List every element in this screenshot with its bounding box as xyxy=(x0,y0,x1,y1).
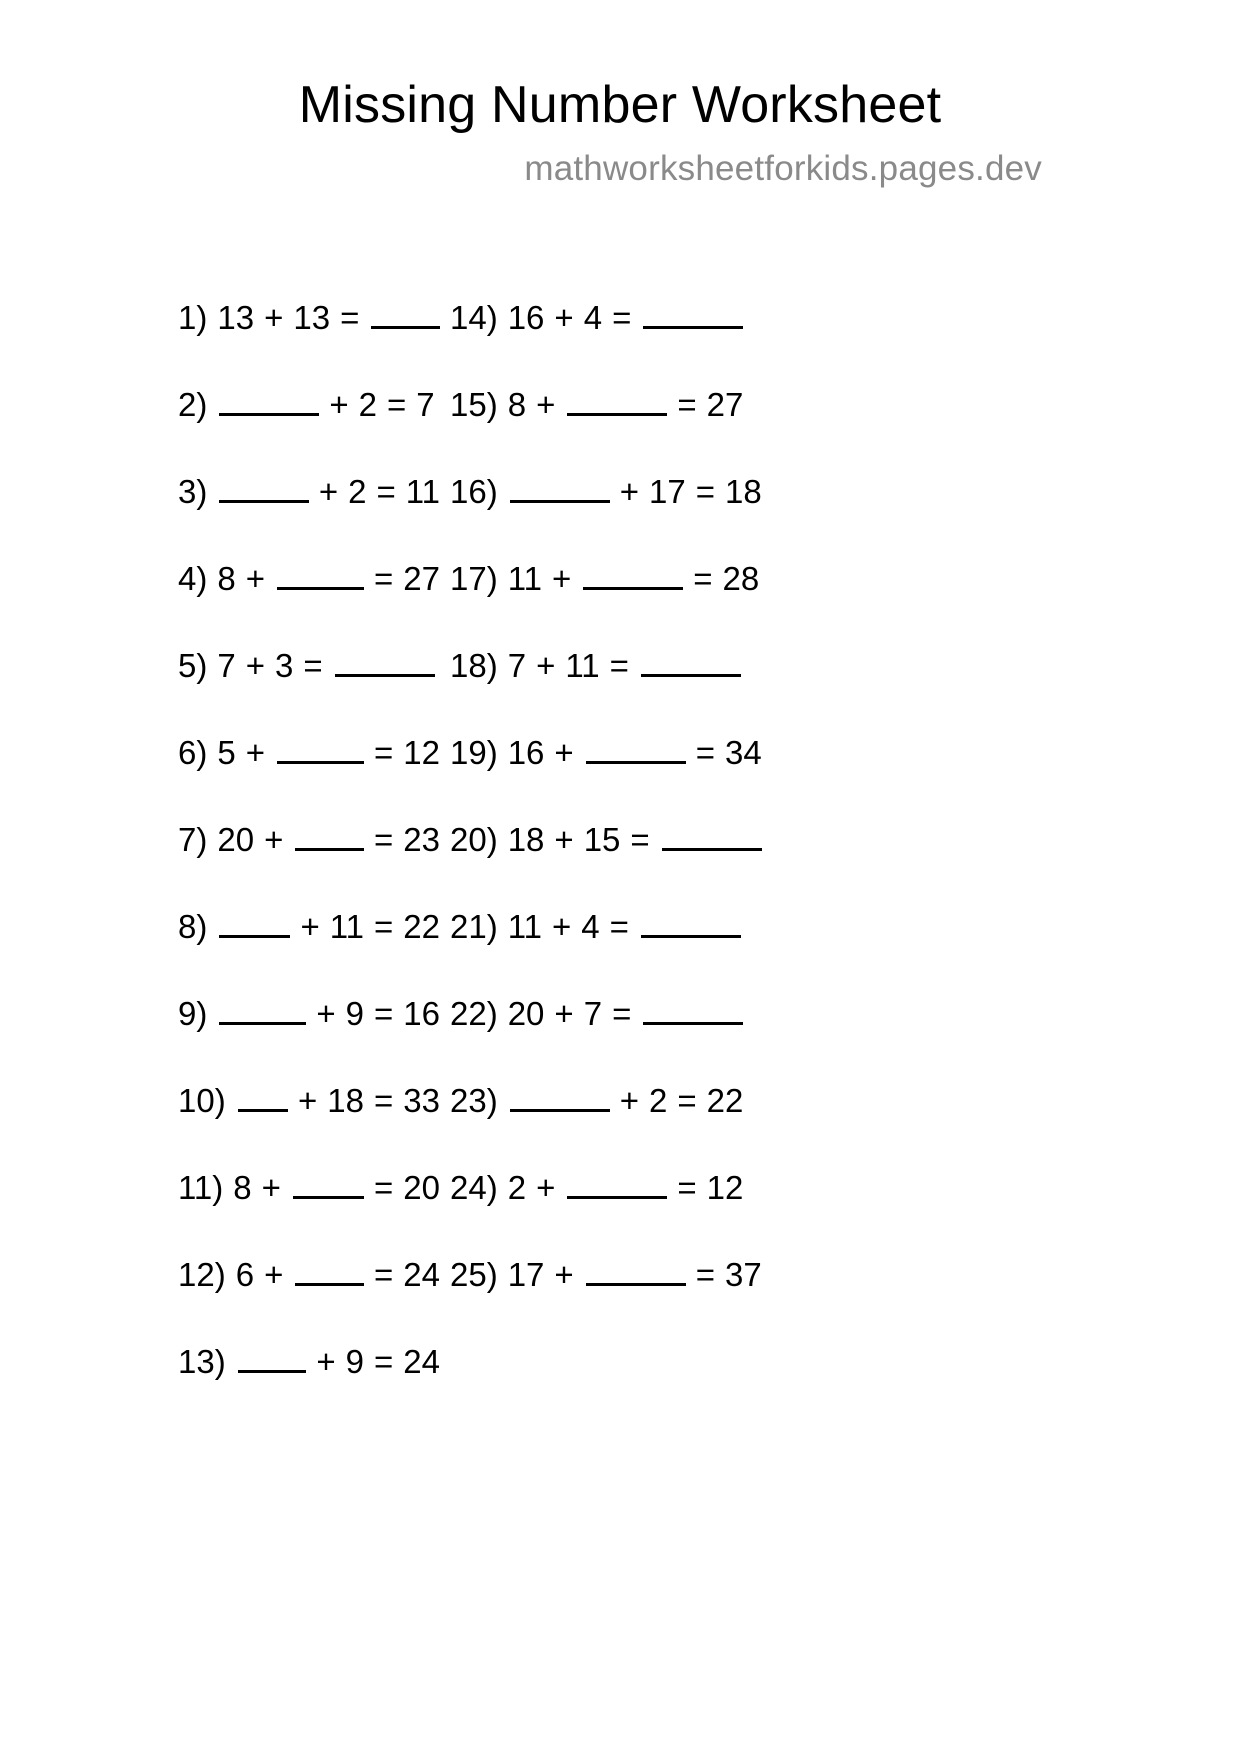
operand-b: 11 xyxy=(329,908,364,945)
equals-operator: = xyxy=(340,299,360,336)
plus-operator: + xyxy=(300,908,320,945)
problem-row xyxy=(178,561,450,648)
problem-number: 12) xyxy=(178,1256,226,1293)
answer-blank-operand-b[interactable] xyxy=(586,735,686,764)
problem-number: 19) xyxy=(450,734,498,771)
equals-operator: = xyxy=(612,299,632,336)
problem-number: 14) xyxy=(450,299,498,336)
answer-blank-operand-b[interactable] xyxy=(293,1170,364,1199)
result-value: 7 xyxy=(416,386,435,423)
problem-number: 3) xyxy=(178,473,208,510)
operand-b: 18 xyxy=(327,1082,364,1119)
answer-blank-operand-a[interactable] xyxy=(510,474,610,503)
equals-operator: = xyxy=(374,821,394,858)
answer-blank-result[interactable] xyxy=(641,648,741,677)
operand-a: 20 xyxy=(507,995,545,1032)
equals-operator: = xyxy=(630,821,650,858)
operand-a: 6 xyxy=(235,1256,255,1293)
result-value: 18 xyxy=(724,473,762,510)
problem-number: 20) xyxy=(450,821,498,858)
result-value: 27 xyxy=(706,386,744,423)
operand-b: 2 xyxy=(358,386,377,423)
result-value: 24 xyxy=(403,1256,440,1293)
problem-number: 18) xyxy=(450,647,498,684)
result-value: 22 xyxy=(403,908,440,945)
answer-blank-operand-b[interactable] xyxy=(583,561,683,590)
plus-operator: + xyxy=(245,734,265,771)
problem-row xyxy=(450,1170,920,1257)
problem-number: 25) xyxy=(450,1256,498,1293)
answer-blank-result[interactable] xyxy=(662,822,762,851)
plus-operator: + xyxy=(318,473,339,510)
plus-operator: + xyxy=(619,473,639,510)
problem-row xyxy=(178,300,450,387)
problem-number: 22) xyxy=(450,995,498,1032)
operand-b: 11 xyxy=(565,647,600,684)
problem-row xyxy=(450,909,920,996)
problem-row xyxy=(450,1257,920,1344)
operand-a: 2 xyxy=(507,1169,527,1206)
plus-operator: + xyxy=(329,386,349,423)
equals-operator: = xyxy=(609,908,629,945)
plus-operator: + xyxy=(554,1256,574,1293)
result-value: 28 xyxy=(722,560,760,597)
answer-blank-operand-a[interactable] xyxy=(238,1344,307,1373)
problem-number: 23) xyxy=(450,1082,498,1119)
problem-row xyxy=(450,996,920,1083)
plus-operator: + xyxy=(554,995,574,1032)
answer-blank-operand-a[interactable] xyxy=(238,1083,288,1112)
operand-b: 4 xyxy=(581,908,600,945)
problem-number: 24) xyxy=(450,1169,498,1206)
plus-operator: + xyxy=(245,560,265,597)
problem-row xyxy=(178,474,450,561)
problem-row xyxy=(450,474,920,561)
plus-operator: + xyxy=(554,821,574,858)
equals-operator: = xyxy=(374,734,394,771)
equals-operator: = xyxy=(374,1343,394,1380)
answer-blank-operand-b[interactable] xyxy=(586,1257,686,1286)
left-column xyxy=(0,300,450,1431)
equals-operator: = xyxy=(677,1082,697,1119)
operand-a: 16 xyxy=(507,299,545,336)
problem-number: 10) xyxy=(178,1082,226,1119)
plus-operator: + xyxy=(264,1256,284,1293)
answer-blank-operand-b[interactable] xyxy=(277,735,364,764)
problem-number: 11) xyxy=(178,1169,224,1206)
problem-row xyxy=(178,1257,450,1344)
problem-row xyxy=(450,822,920,909)
answer-blank-operand-b[interactable] xyxy=(295,822,364,851)
equals-operator: = xyxy=(695,473,715,510)
answer-blank-operand-a[interactable] xyxy=(219,474,308,503)
operand-b: 2 xyxy=(348,473,367,510)
equals-operator: = xyxy=(374,908,394,945)
problem-row xyxy=(178,1083,450,1170)
problem-row xyxy=(178,996,450,1083)
equals-operator: = xyxy=(374,1256,394,1293)
result-value: 33 xyxy=(403,1082,440,1119)
result-value: 16 xyxy=(403,995,440,1032)
result-value: 12 xyxy=(706,1169,744,1206)
operand-a: 8 xyxy=(507,386,527,423)
problem-number: 13) xyxy=(178,1343,226,1380)
plus-operator: + xyxy=(554,299,574,336)
problem-number: 2) xyxy=(178,386,208,423)
operand-a: 8 xyxy=(233,1169,252,1206)
operand-a: 11 xyxy=(507,560,542,597)
plus-operator: + xyxy=(536,386,556,423)
answer-blank-operand-a[interactable] xyxy=(219,996,306,1025)
equals-operator: = xyxy=(303,647,323,684)
answer-blank-operand-b[interactable] xyxy=(567,1170,667,1199)
answer-blank-operand-b[interactable] xyxy=(277,561,364,590)
problem-row xyxy=(178,909,450,996)
equals-operator: = xyxy=(695,734,715,771)
operand-a: 16 xyxy=(507,734,545,771)
result-value: 23 xyxy=(403,821,440,858)
problem-row xyxy=(450,648,920,735)
problem-number: 6) xyxy=(178,734,208,771)
result-value: 22 xyxy=(706,1082,744,1119)
operand-b: 17 xyxy=(648,473,686,510)
equals-operator: = xyxy=(695,1256,715,1293)
problem-row xyxy=(450,735,920,822)
problem-row xyxy=(178,387,450,474)
answer-blank-result[interactable] xyxy=(643,996,743,1025)
answer-blank-operand-a[interactable] xyxy=(219,909,290,938)
plus-operator: + xyxy=(551,560,572,597)
problem-row xyxy=(178,1170,450,1257)
answer-blank-operand-b[interactable] xyxy=(567,387,667,416)
problem-number: 1) xyxy=(178,299,208,336)
operand-b: 2 xyxy=(648,1082,668,1119)
operand-a: 8 xyxy=(217,560,236,597)
result-value: 20 xyxy=(403,1169,440,1206)
problem-row xyxy=(450,561,920,648)
equals-operator: = xyxy=(374,560,394,597)
plus-operator: + xyxy=(264,299,284,336)
problems-container xyxy=(0,300,1240,1431)
operand-b: 13 xyxy=(293,299,331,336)
result-value: 37 xyxy=(724,1256,762,1293)
plus-operator: + xyxy=(261,1169,281,1206)
answer-blank-result[interactable] xyxy=(335,648,435,677)
answer-blank-operand-a[interactable] xyxy=(510,1083,610,1112)
plus-operator: + xyxy=(536,647,556,684)
problem-row xyxy=(178,822,450,909)
operand-a: 17 xyxy=(507,1256,545,1293)
plus-operator: + xyxy=(316,1343,336,1380)
answer-blank-operand-b[interactable] xyxy=(295,1257,364,1286)
equals-operator: = xyxy=(677,1169,697,1206)
problem-number: 5) xyxy=(178,647,208,684)
plus-operator: + xyxy=(245,647,265,684)
equals-operator: = xyxy=(374,1082,394,1119)
problem-number: 17) xyxy=(450,560,498,597)
worksheet-header xyxy=(0,0,1240,189)
problem-row xyxy=(450,1083,920,1170)
operand-b: 7 xyxy=(583,995,603,1032)
problem-number: 21) xyxy=(450,908,498,945)
plus-operator: + xyxy=(536,1169,556,1206)
result-value: 27 xyxy=(403,560,440,597)
plus-operator: + xyxy=(551,908,572,945)
operand-a: 5 xyxy=(217,734,236,771)
plus-operator: + xyxy=(298,1082,318,1119)
problem-number: 9) xyxy=(178,995,208,1032)
answer-blank-result[interactable] xyxy=(643,300,743,329)
equals-operator: = xyxy=(612,995,632,1032)
problem-row xyxy=(178,648,450,735)
plus-operator: + xyxy=(316,995,336,1032)
result-value: 11 xyxy=(405,473,440,510)
answer-blank-result[interactable] xyxy=(371,300,440,329)
equals-operator: = xyxy=(693,560,713,597)
equals-operator: = xyxy=(386,386,407,423)
operand-a: 7 xyxy=(217,647,236,684)
equals-operator: = xyxy=(374,995,394,1032)
equals-operator: = xyxy=(376,473,396,510)
plus-operator: + xyxy=(554,734,574,771)
problem-row xyxy=(450,300,920,387)
problem-number: 15) xyxy=(450,386,498,423)
operand-a: 7 xyxy=(507,647,527,684)
problem-row xyxy=(178,735,450,822)
operand-b: 4 xyxy=(583,299,603,336)
problem-row xyxy=(178,1344,450,1431)
equals-operator: = xyxy=(374,1169,394,1206)
equals-operator: = xyxy=(609,647,629,684)
problem-row xyxy=(450,387,920,474)
answer-blank-result[interactable] xyxy=(641,909,741,938)
operand-a: 18 xyxy=(507,821,545,858)
problem-number: 4) xyxy=(178,560,208,597)
plus-operator: + xyxy=(264,821,284,858)
operand-a: 11 xyxy=(507,908,542,945)
operand-a: 13 xyxy=(217,299,255,336)
result-value: 24 xyxy=(403,1343,440,1380)
problem-number: 7) xyxy=(178,821,208,858)
problem-number: 16) xyxy=(450,473,498,510)
result-value: 34 xyxy=(724,734,762,771)
operand-b: 3 xyxy=(274,647,294,684)
page-title: Missing Number Worksheet xyxy=(298,76,942,134)
operand-a: 20 xyxy=(217,821,255,858)
operand-b: 9 xyxy=(345,1343,364,1380)
plus-operator: + xyxy=(619,1082,639,1119)
answer-blank-operand-a[interactable] xyxy=(219,387,319,416)
equals-operator: = xyxy=(677,386,697,423)
result-value: 12 xyxy=(403,734,440,771)
operand-b: 9 xyxy=(345,995,364,1032)
right-column xyxy=(450,300,920,1344)
operand-b: 15 xyxy=(583,821,621,858)
subtitle-row xyxy=(0,149,1240,189)
problem-number: 8) xyxy=(178,908,208,945)
site-url-subtitle: mathworksheetforkids.pages.dev xyxy=(524,148,1042,188)
